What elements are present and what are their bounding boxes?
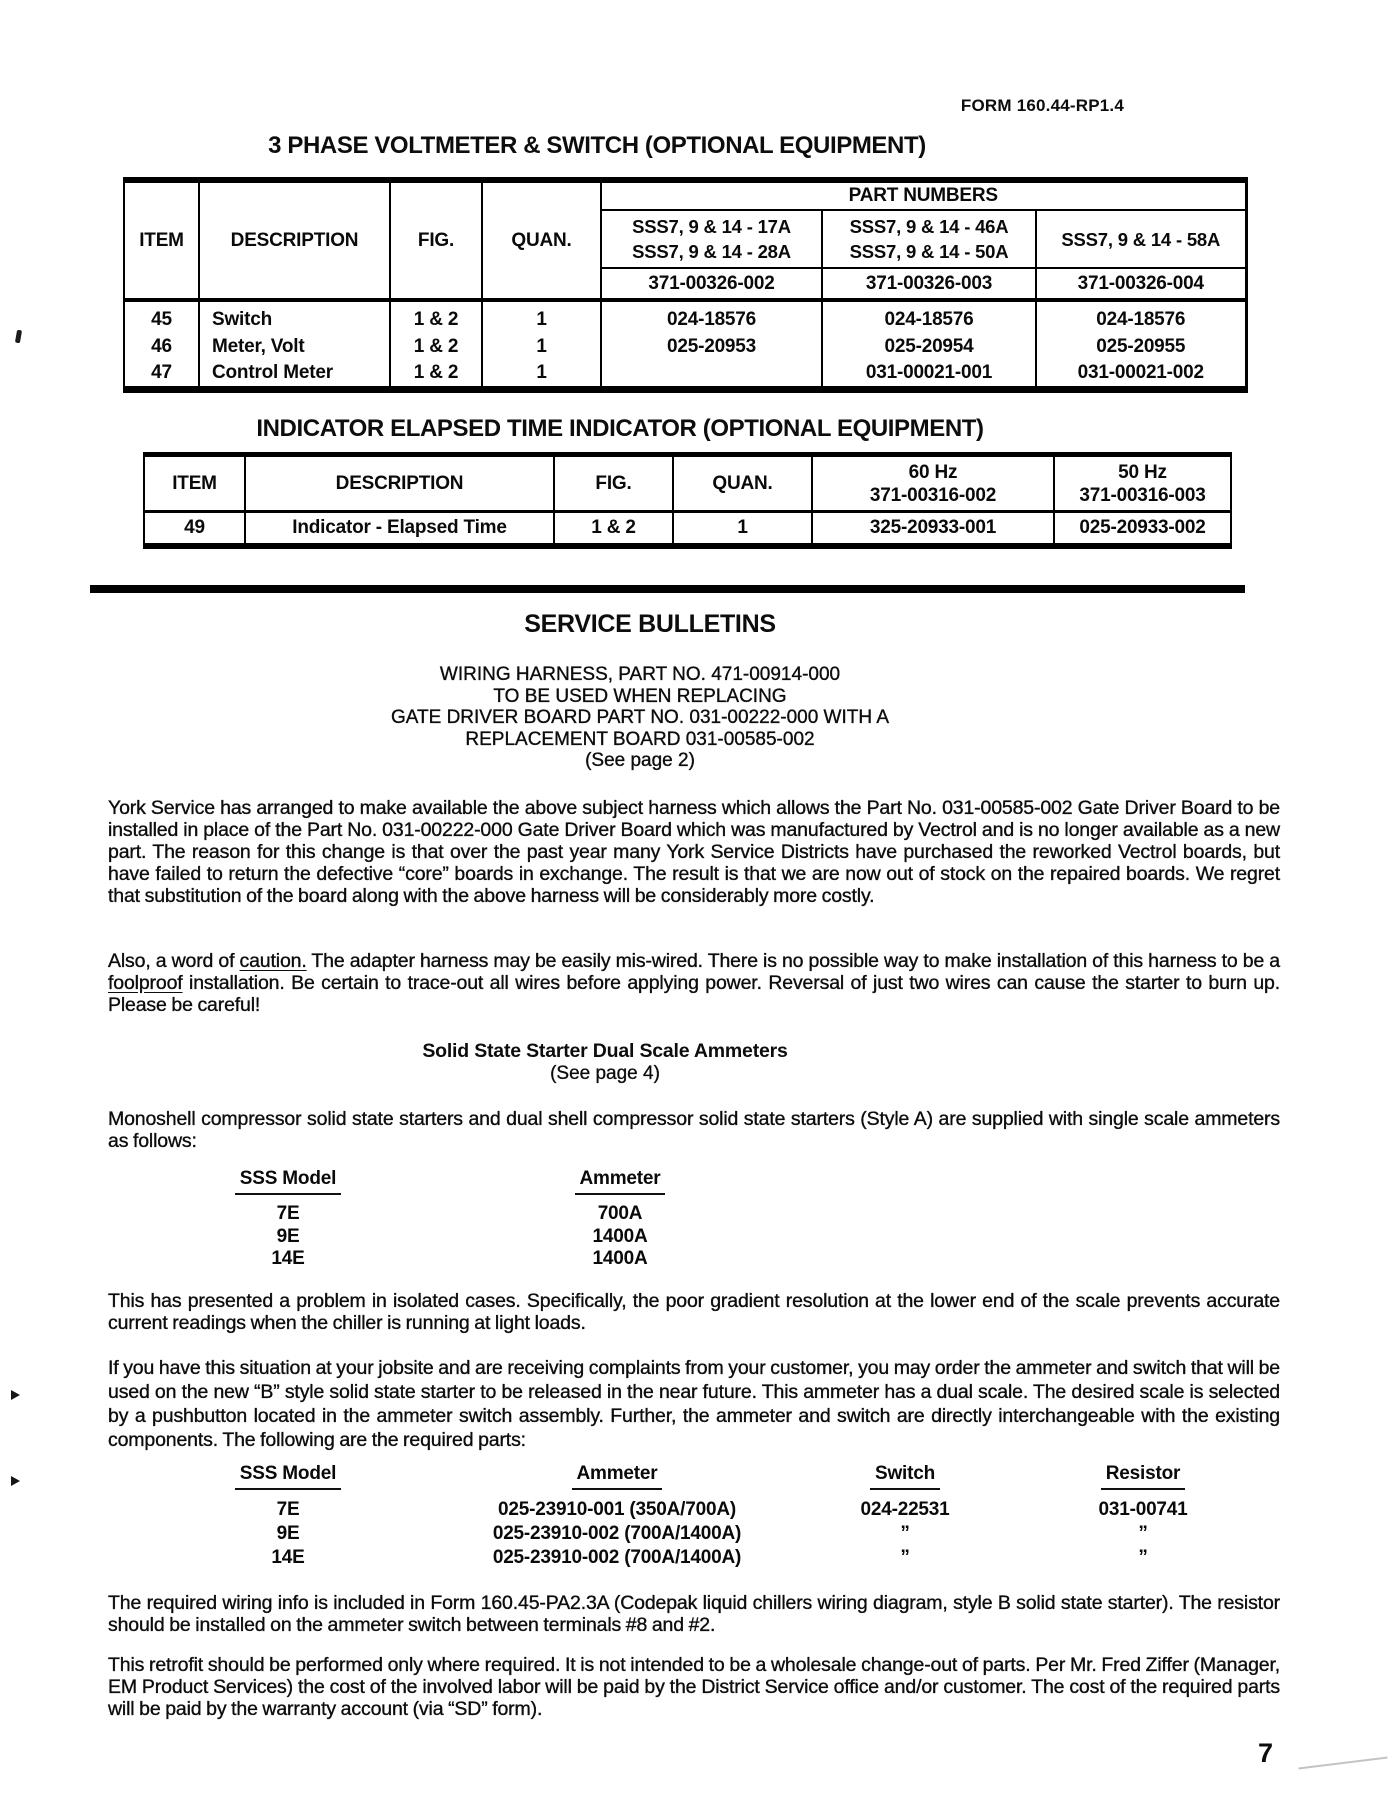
table-cell: 14E <box>271 1547 305 1568</box>
column-header: SSS Model <box>188 1463 388 1487</box>
notice-line: WIRING HARNESS, PART NO. 471-00914-000 <box>439 664 841 685</box>
sss-model-column <box>188 1463 388 1570</box>
table-row: 45 Switch 1 & 2 1 024-18576 024-18576 024-18576 <box>124 300 1246 333</box>
sss-model-column <box>188 1168 388 1271</box>
notice-line: (See page 2) <box>585 750 695 772</box>
col-header-description: DESCRIPTION <box>199 180 390 300</box>
table-cell: 7E <box>276 1499 300 1520</box>
table-cell ditto-mark: ” <box>1138 1547 1148 1568</box>
ammeter-column <box>442 1463 792 1570</box>
col-header-60hz: 60 Hz 371-00316-002 <box>812 455 1054 512</box>
table-cell: 700A <box>597 1203 643 1224</box>
column-header: Resistor <box>1043 1463 1243 1487</box>
table-header-row <box>144 455 1231 512</box>
resistor-column <box>1043 1463 1243 1570</box>
group-part-number: 371-00326-003 <box>822 268 1036 300</box>
table-cell: 031-00741 <box>1098 1499 1188 1520</box>
wiring-harness-notice <box>0 664 1280 772</box>
table-cell ditto-mark: ” <box>900 1547 910 1568</box>
col-header-fig: FIG. <box>554 455 673 512</box>
page-number: 7 <box>1258 1738 1274 1768</box>
model-header-3: SSS7, 9 & 14 - 58A <box>1036 210 1246 268</box>
switch-column <box>805 1463 1005 1570</box>
table-cell ditto-mark: ” <box>900 1523 910 1544</box>
table-cell: 1400A <box>592 1248 648 1269</box>
notice-line: TO BE USED WHEN REPLACING <box>493 685 787 707</box>
column-header: SSS Model <box>188 1168 388 1192</box>
monoshell-paragraph: Monoshell compressor solid state starters and dual shell compressor solid state starters (Style A) are supplied with single scale ammeters as follows: <box>108 1108 1280 1152</box>
underlined-word-foolproof: foolproof <box>108 972 183 994</box>
table-cell: 9E <box>276 1523 300 1544</box>
column-header: Switch <box>805 1463 1005 1487</box>
col-header-fig: FIG. <box>390 180 482 300</box>
table-cell: 1400A <box>592 1225 648 1247</box>
elapsed-time-parts-table <box>143 452 1232 549</box>
notice-line: REPLACEMENT BOARD 031-00585-002 <box>465 728 815 750</box>
retrofit-cost-paragraph: This retrofit should be performed only where required. It is not intended to be a wholesale change-out of parts. Per Mr. Fred Ziffer (Manager, EM Product Services) the cost of the involved labor will be paid by the District Service office and/or customer. The cost of the required parts will be paid by the warranty account (via “SD” form). <box>108 1654 1280 1720</box>
gradient-problem-paragraph: This has presented a problem in isolated cases. Specifically, the poor gradient resolution at the lower end of the scale prevents accurate current readings when the chiller is running at light loads. <box>108 1290 1280 1334</box>
wiring-info-paragraph: The required wiring info is included in Form 160.45-PA2.3A (Codepak liquid chillers wiring diagram, style B solid state starter). The resistor should be installed on the ammeter switch between terminals #8 and #2. <box>108 1592 1280 1636</box>
col-header-item: ITEM <box>144 455 245 512</box>
scan-scratch-mark <box>1298 1757 1388 1770</box>
notice-line: GATE DRIVER BOARD PART NO. 031-00222-000 WITH A <box>390 707 890 729</box>
elapsed-time-section-title: INDICATOR ELAPSED TIME INDICATOR (OPTIONAL EQUIPMENT) <box>256 415 984 442</box>
voltmeter-parts-table <box>123 177 1248 393</box>
margin-ink-mark <box>11 1476 20 1486</box>
table-cell: 7E <box>276 1203 300 1224</box>
dual-scale-order-paragraph: If you have this situation at your jobsite and are receiving complaints from your customer, you may order the ammeter and switch that will be used on the new “B” style solid state starter to be released in the near future. This ammeter has a dual scale. The desired scale is selected by a pushbutton located in the ammeter switch assembly. Further, the ammeter and switch are directly interchangeable with the existing components. The following are the required parts: <box>108 1357 1280 1451</box>
column-header: Ammeter <box>520 1168 720 1192</box>
ammeter-bulletin-subheading: (See page 4) <box>550 1063 660 1084</box>
group-part-number: 371-00326-002 <box>601 268 822 300</box>
col-header-50hz: 50 Hz 371-00316-003 <box>1054 455 1231 512</box>
form-number: FORM 160.44-RP1.4 <box>960 96 1124 115</box>
group-part-number: 371-00326-004 <box>1036 268 1246 300</box>
model-header-2: SSS7, 9 & 14 - 46A SSS7, 9 & 14 - 50A <box>822 210 1036 268</box>
harness-availability-paragraph: York Service has arranged to make available the above subject harness which allows the Part No. 031-00585-002 Gate Driver Board to be installed in place of the Part No. 031-00222-000 Gate Driver Board which was manufactured by Vectrol and is no longer available as a new part. The reason for this change is that over the past year many York Service Districts have purchased the reworked Vectrol boards, but have failed to return the defective “core” boards in exchange. The result is that we are now out of stock on the repaired boards. We regret that substitution of the board along with the above harness will be considerably more costly. <box>108 797 1280 907</box>
caution-paragraph: Also, a word of caution. The adapter harness may be easily mis-wired. There is no possible way to make installation of this harness to be a foolproof installation. Be certain to trace-out all wires before applying power. Reversal of just two wires can cause the starter to burn up. Please be careful! <box>108 950 1280 1016</box>
table-row: 47 Control Meter 1 & 2 1 031-00021-001 031-00021-002 <box>124 361 1246 389</box>
table-cell: 9E <box>276 1225 300 1247</box>
table-cell: 025-23910-001 (350A/700A) <box>498 1499 736 1520</box>
voltmeter-section-title: 3 PHASE VOLTMETER & SWITCH (OPTIONAL EQUIPMENT) <box>268 132 926 159</box>
col-header-description: DESCRIPTION <box>245 455 554 512</box>
margin-ink-mark <box>11 1390 20 1400</box>
section-divider-rule <box>90 585 1245 593</box>
table-cell: 025-23910-002 (700A/1400A) <box>492 1547 742 1568</box>
column-header: Ammeter <box>442 1463 792 1487</box>
table-header-row <box>124 180 1246 210</box>
table-cell: 14E <box>271 1248 305 1269</box>
part-numbers-group-header: PART NUMBERS <box>601 180 1246 210</box>
table-cell: 025-23910-002 (700A/1400A) <box>492 1523 742 1544</box>
underlined-word-caution: caution. <box>239 950 307 972</box>
margin-ink-mark <box>15 330 22 344</box>
table-cell ditto-mark: ” <box>1138 1523 1148 1544</box>
col-header-quan: QUAN. <box>673 455 812 512</box>
col-header-quan: QUAN. <box>482 180 601 300</box>
table-row: 46 Meter, Volt 1 & 2 1 025-20953 025-20954 025-20955 <box>124 333 1246 361</box>
ammeter-bulletin-heading: Solid State Starter Dual Scale Ammeters <box>422 1040 788 1062</box>
model-header-1: SSS7, 9 & 14 - 17A SSS7, 9 & 14 - 28A <box>601 210 822 268</box>
table-cell: 024-22531 <box>860 1499 950 1520</box>
table-row: 49 Indicator - Elapsed Time 1 & 2 1 325-20933-001 025-20933-002 <box>144 512 1231 546</box>
col-header-item: ITEM <box>124 180 199 300</box>
service-bulletins-title: SERVICE BULLETINS <box>524 610 776 638</box>
ammeter-column <box>520 1168 720 1271</box>
